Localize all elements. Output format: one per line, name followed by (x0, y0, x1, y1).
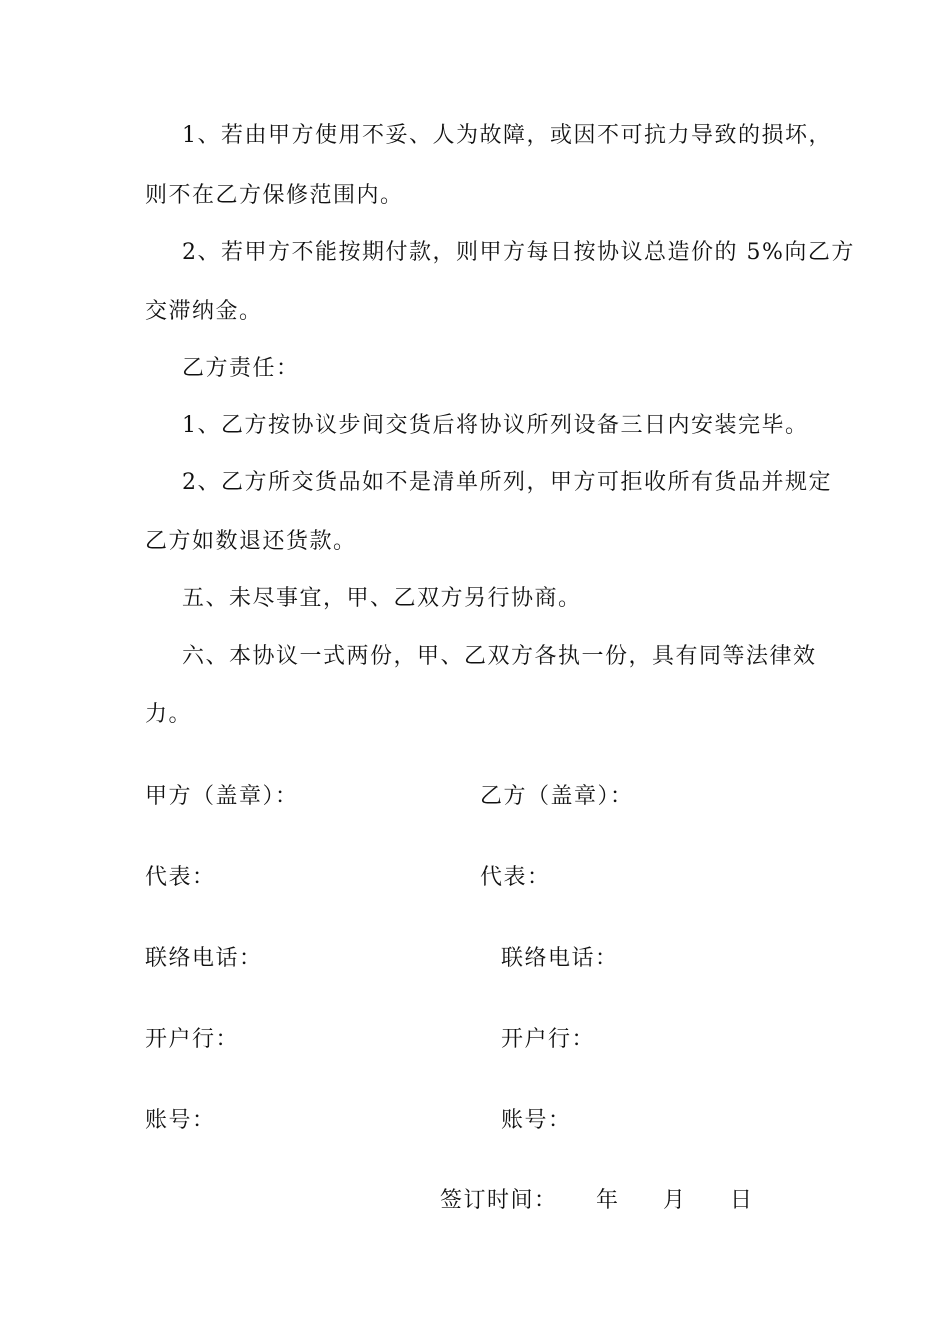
signing-time-label: 签订时间： (440, 1188, 558, 1213)
clause-1-line-1: 1、若由甲方使用不妥、人为故障，或因不可抗力导致的损坏， (182, 123, 832, 148)
clause-five: 五、未尽事宜，甲、乙双方另行协商。 (182, 586, 582, 611)
party-a-bank-label: 开户行： (145, 1027, 240, 1052)
party-b-clause-2-line-1: 2、乙方所交货品如不是清单所列，甲方可拒收所有货品并规定 (182, 470, 832, 495)
signing-year-label: 年 (596, 1188, 620, 1213)
clause-six-line-2: 力。 (145, 702, 193, 727)
party-b-bank-label: 开户行： (501, 1027, 596, 1052)
signing-month-label: 月 (663, 1188, 687, 1213)
party-b-account-label: 账号： (501, 1108, 572, 1133)
signing-day-label: 日 (730, 1188, 754, 1213)
party-b-clause-1: 1、乙方按协议步间交货后将协议所列设备三日内安装完毕。 (182, 413, 809, 438)
clause-1-line-2: 则不在乙方保修范围内。 (145, 183, 404, 208)
party-a-seal-label: 甲方（盖章）： (145, 784, 299, 809)
party-b-clause-2-line-2: 乙方如数退还货款。 (145, 529, 357, 554)
party-a-representative-label: 代表： (145, 865, 216, 890)
clause-2-line-1: 2、若甲方不能按期付款，则甲方每日按协议总造价的 5%向乙方 (182, 240, 855, 265)
clause-six-line-1: 六、本协议一式两份，甲、乙双方各执一份，具有同等法律效 (182, 644, 817, 669)
party-b-representative-label: 代表： (480, 865, 551, 890)
party-b-phone-label: 联络电话： (501, 946, 619, 971)
party-b-seal-label: 乙方（盖章）： (480, 784, 634, 809)
party-a-account-label: 账号： (145, 1108, 216, 1133)
clause-2-line-2: 交滞纳金。 (145, 299, 263, 324)
party-b-responsibility-heading: 乙方责任： (182, 356, 300, 381)
party-a-phone-label: 联络电话： (145, 946, 263, 971)
